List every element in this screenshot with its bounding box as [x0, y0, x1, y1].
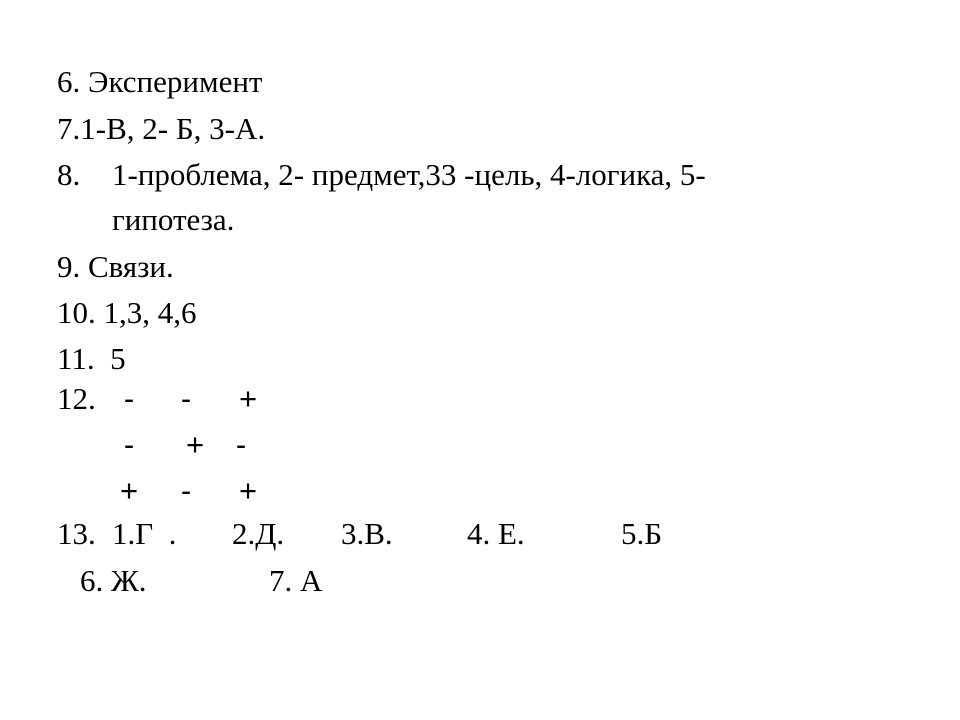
grid-12-r1-c3: + [238, 381, 258, 416]
grid-12-r1-c2: - [180, 381, 192, 416]
answer-11: 11. 5 [57, 341, 126, 376]
answer-7: 7.1-В, 2- Б, 3-А. [57, 111, 266, 146]
answer-13-item-3: 3.В. [341, 516, 393, 551]
answer-8-line-2: гипотеза. [112, 202, 235, 237]
grid-12-r2-c3: - [235, 427, 247, 462]
answer-13-item-2: 2.Д. [232, 516, 285, 551]
answer-8-line-1: 1-проблема, 2- предмет,33 -цель, 4-логика, 5- [112, 157, 706, 192]
grid-12-r2-c2: + [185, 427, 205, 462]
answer-9: 9. Связи. [57, 249, 174, 284]
answer-13-item-6: 6. Ж. [80, 563, 147, 598]
answer-13-item-1: 1.Г . [112, 516, 177, 551]
grid-12-r1-c1: - [123, 381, 135, 416]
answer-6: 6. Эксперимент [57, 64, 263, 99]
grid-12-r3-c1: + [119, 473, 139, 508]
answer-8-number: 8. [57, 157, 81, 192]
grid-12-r3-c2: - [180, 473, 192, 508]
grid-12-r2-c1: - [123, 427, 135, 462]
answer-13-item-4: 4. Е. [467, 516, 525, 551]
answer-13-number: 13. [57, 516, 96, 551]
answer-12-number: 12. [57, 381, 96, 416]
answer-13-item-5: 5.Б [621, 516, 663, 551]
answer-13-item-7: 7. А [269, 563, 323, 598]
grid-12-r3-c3: + [238, 473, 258, 508]
answer-10: 10. 1,3, 4,6 [57, 295, 197, 330]
